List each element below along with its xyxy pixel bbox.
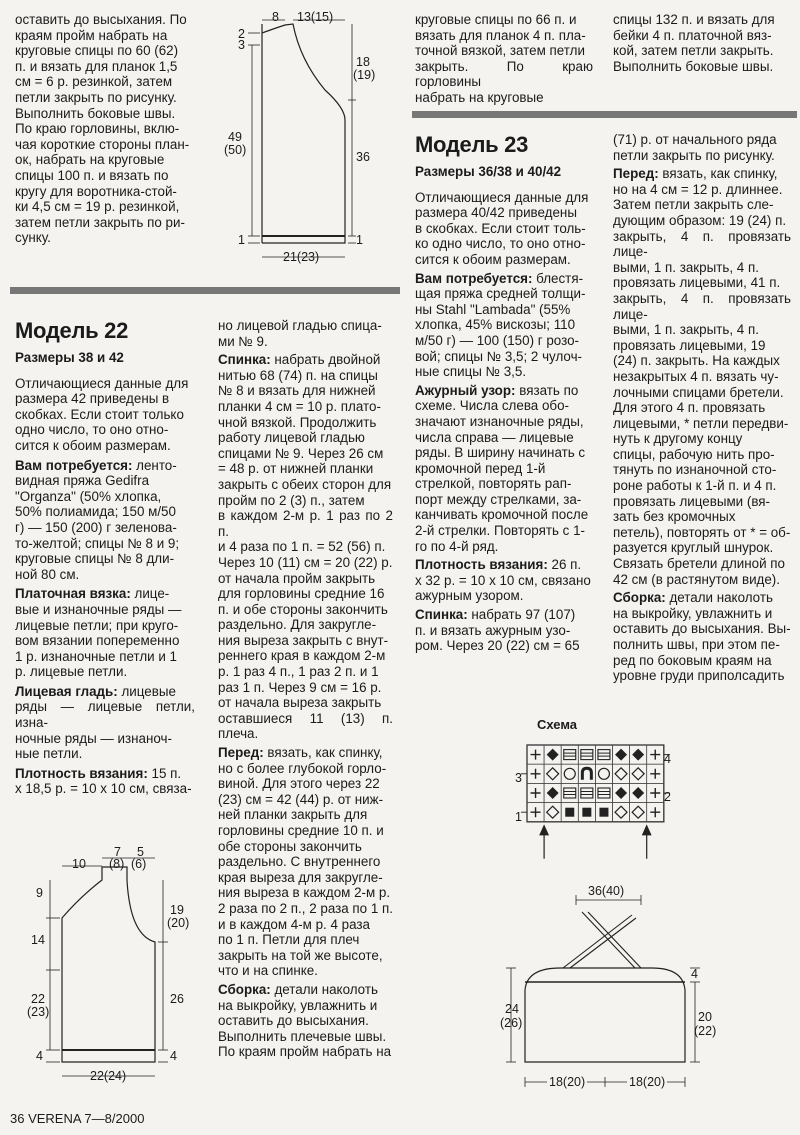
text-line: оставить до высыхания. По bbox=[15, 12, 187, 27]
assembly-paragraph: Сборка: детали наколоть на выкройку, увлажнить и оставить до высыхания. Вы- полнить швы, при этом пе- ред по боковым краям на уровне груди приполсадить bbox=[613, 590, 791, 684]
text-line: закрыть. По краю горловины bbox=[415, 58, 593, 90]
sizes-heading: Размеры 36/38 и 40/42 bbox=[415, 164, 562, 179]
text-line: спицы 100 п. и вязать по bbox=[15, 167, 169, 183]
dim-label: 20 bbox=[698, 1010, 712, 1024]
dim-label: 1 bbox=[238, 233, 245, 247]
dim-label: (22) bbox=[694, 1024, 717, 1038]
front-paragraph: Перед: вязать, как спинку, но на 4 см = 12 р. длиннее. Затем петли закрыть сле- дующим образом: 19 (24) п. закрыть, 4 п. провязать лице- выми, 1 п. закрыть, 4 п. провязать лицевыми, 41 п. закрыть, 4 п. провязать лице- выми, 1 п. закрыть, 4 п. провязать лицевыми, 19 (24) п. закрыть. На каждых незакрытых 4 п. вязать чу- лочными спицами бретели. Для этого 4 п. провязать лицевыми, * петли передви- нуть к другому концу спицы, рабочую нить про- тянуть по изнаночной сто- роне работы к 1-й п. и 4 п. провязать лицевыми (вя- зать без кромочных петель), повторять от * = об- разуется круглый шнурок. Связать бретели длиной по 42 см (в растянутом виде). bbox=[613, 166, 791, 587]
dim-label: 22 bbox=[31, 992, 45, 1006]
text-line: вязать для планок 4 п. пла- bbox=[415, 27, 586, 43]
garter-paragraph: Платочная вязка: лице- вые и изнаночные ряды — лицевые петли; при круго- вом вязании попеременно 1 р. изнаночные петли и 1 р. лицевые петли. bbox=[15, 586, 182, 680]
dim-label: (26) bbox=[500, 1016, 523, 1030]
dim-label: 5 bbox=[137, 845, 144, 859]
text-line: Выполнить боковые швы. bbox=[15, 105, 176, 121]
lace-heading: Ажурный узор: bbox=[415, 382, 516, 398]
stockinette-paragraph: Лицевая гладь: лицевые ряды — лицевые петли, изна- ночные ряды — изнаноч- ные петли. bbox=[15, 683, 195, 762]
page-footer: 36 VERENA 7—8/2000 bbox=[10, 1111, 145, 1126]
dim-label: 4 bbox=[691, 967, 698, 981]
stockinette-heading: Лицевая гладь: bbox=[15, 683, 118, 699]
schema-title: Схема bbox=[537, 717, 578, 732]
text-line: По краю горловины, вклю- bbox=[15, 121, 180, 137]
dim-label: 18 bbox=[356, 55, 370, 69]
dim-label: 13(15) bbox=[297, 10, 334, 24]
text-line: кругу для воротника-стой- bbox=[15, 183, 177, 199]
gauge-paragraph: Плотность вязания: 26 п. х 32 р. = 10 х 10 см, связано ажурным узором. bbox=[415, 557, 591, 604]
dim-label: 49 bbox=[228, 130, 242, 144]
dim-label: 2 bbox=[238, 27, 245, 41]
text-line: чая короткие стороны план- bbox=[15, 136, 190, 152]
materials-paragraph: Вам потребуется: ленто- видная пряжа Gedifra "Organza" (50% хлопка, 50% полиамида; 150 м/50 г) — 150 (200) г зеленова- то-желтой; спицы № 8 и 9; круговые спицы № 8 дли- ной 80 см. bbox=[15, 457, 180, 582]
assembly-heading: Сборка: bbox=[613, 590, 666, 606]
garter-heading: Платочная вязка: bbox=[15, 586, 131, 602]
materials-heading: Вам потребуется: bbox=[15, 457, 133, 473]
text-line: Выполнить боковые швы. bbox=[613, 58, 774, 74]
text-line: п. и вязать для планок 1,5 bbox=[15, 58, 178, 74]
dim-label: 26 bbox=[170, 992, 184, 1006]
text-line: сунку. bbox=[15, 230, 51, 246]
text-line: круговые спицы по 66 п. и bbox=[415, 12, 577, 27]
back-paragraph: Спинка: набрать двойной нитью 68 (74) п. на спицы № 8 и вязать для нижней планки 4 см = 10 р. плато- чной вязкой. Продолжить работу лицевой гладью спицами № 9. Через 26 см = 48 р. от нижней планки закрыть с обеих сторон для пройм по 2 (3) п., затем в каждом 2-м р. 1 раз по 2 п. и 4 раза по 1 п. = 52 (56) п. Через 10 (11) см = 20 (22) р. от начала пройм закрыть для горловины средние 16 п. и обе стороны закончить раздельно. Для закругле- ния выреза закрыть с внут- реннего края в каждом 2-м р. 1 раз 4 п., 1 раз 2 п. и 1 раз 1 п. Через 9 см = 16 р. от начала выреза закрыть оставшиеся 11 (13) п. плеча. bbox=[218, 352, 393, 742]
dim-label: (19) bbox=[353, 68, 376, 82]
dim-label: 36(40) bbox=[588, 884, 625, 898]
model-title: Модель 23 bbox=[415, 132, 529, 157]
dim-label: 7 bbox=[114, 845, 121, 859]
dim-label: 3 bbox=[238, 38, 245, 52]
text-line: точной вязкой, затем петли bbox=[415, 43, 585, 59]
gauge-heading: Плотность вязания: bbox=[15, 765, 148, 781]
assembly-paragraph: Сборка: детали наколоть на выкройку, увлажнить и оставить до высыхания. Выполнить плечевые швы. По краям пройм набрать на bbox=[218, 981, 392, 1060]
intro-paragraph: Отличающиеся данные для размера 40/42 приведены в скобках. Если стоит толь- ко одно число, то оно отно- сится к обоим размерам. bbox=[415, 189, 589, 267]
dim-label: (8) bbox=[109, 857, 125, 871]
dim-label: 1 bbox=[356, 233, 363, 247]
model22-column-2: но лицевой гладью спица- ми № 9. Спинка: набрать двойной нитью 68 (74) п. на спицы № 8 и вязать для нижней планки 4 см = 10 р. плато- чной вязкой. Продолжить работу лицевой гладью спицами № 9. Через 26 см = 48 р. от нижней планки закрыть с обеих сторон для пройм по 2 (3) п., затем в каждом 2-м р. 1 раз по 2 п. и 4 раза по 1 п. = 52 (56) п. Через 10 (11) см = 20 (22) р. от начала пройм закрыть для горловины средние 16 п. и обе стороны закончить раздельно. Для закругле- ния выреза закрыть с внут- реннего края в каждом 2-м р. 1 раз 4 п., 1 раз 2 п. и 1 раз 1 п. Через 9 см = 16 р. от начала выреза закрыть оставшиеся 11 (13) п. плеча. Перед: вязать, как спинку, но с более глубокой горло- виной. Для этого через 22 (23) см = 42 (44) р. от ниж- ней планки закрыть для горловины средние 10 п. и обе стороны закончить раздельно. С внутреннего края выреза для закругле- ния выреза в каждом 2-м р. 2 раза по 2 п., 2 раза по 1 п. и в каждом 4-м р. 4 раза по 1 п. Петли для плеч закрыть на той же высоте, что и на спинке. Сборка: детали наколоть на выкройку, увлажнить и оставить до высыхания. Выполнить плечевые швы. По краям пройм набрать на bbox=[218, 318, 393, 1060]
dim-label: 36 bbox=[356, 150, 370, 164]
text-line: затем петли закрыть по ри- bbox=[15, 214, 185, 230]
dim-label: 22(24) bbox=[90, 1069, 127, 1083]
text-line: краям пройм набрать на bbox=[15, 27, 168, 43]
dim-label: 4 bbox=[36, 1049, 43, 1063]
back-paragraph: Спинка: набрать 97 (107) п. и вязать ажурным узо- ром. Через 20 (22) см = 65 bbox=[415, 607, 580, 654]
dim-label: 4 bbox=[170, 1049, 177, 1063]
model-title: Модель 22 bbox=[15, 318, 129, 343]
text-line: бейки 4 п. платочной вяз- bbox=[613, 27, 772, 43]
dim-label: 8 bbox=[272, 10, 279, 24]
gauge-paragraph: Плотность вязания: 15 п. х 18,5 р. = 10 х 10 см, связа- bbox=[15, 765, 192, 797]
dim-label: 10 bbox=[72, 857, 86, 871]
front-heading: Перед: bbox=[218, 745, 264, 761]
lace-paragraph: Ажурный узор: вязать по схеме. Числа слева обо- значают изнаночные ряды, числа справа — лицевые ряды. В ширину начинать с кромочной перед 1-й стрелкой, повторять рап- порт между стрелками, за- канчивать кромочной после 2-й стрелки. Повторять с 1- го по 4-й ряд. bbox=[415, 382, 589, 554]
dim-label: 14 bbox=[31, 933, 45, 947]
text-line: круговые спицы по 60 (62) bbox=[15, 43, 179, 59]
assembly-heading: Сборка: bbox=[218, 981, 271, 997]
text-line: кой, затем петли закрыть. bbox=[613, 43, 774, 59]
back-heading: Спинка: bbox=[218, 352, 271, 368]
intro-paragraph: Отличающиеся данные для размера 42 приведены в скобках. Если стоит только одно число, то оно отно- сится к обоим размерам. bbox=[15, 375, 189, 453]
text-line: спицы 132 п. и вязать для bbox=[613, 12, 775, 27]
dim-label: 18(20) bbox=[629, 1075, 666, 1089]
front-heading: Перед: bbox=[613, 166, 659, 182]
materials-paragraph: Вам потребуется: блестя- щая пряжа средней толщи- ны Stahl "Lambada" (55% хлопка, 45% вискозы; 110 м/50 г) — 100 (150) г розо- вой; спицы № 3,5; 2 чулоч- ные спицы № 3,5. bbox=[415, 270, 586, 380]
model23-column-2: (71) р. от начального ряда петли закрыть по рисунку. Перед: вязать, как спинку, но на 4 см = 12 р. длиннее. Затем петли закрыть сле- дующим образом: 19 (24) п. закрыть, 4 п. провязать лице- выми, 1 п. закрыть, 4 п. провязать лицевыми, 41 п. закрыть, 4 п. провязать лице- выми, 1 п. закрыть, 4 п. провязать лицевыми, 19 (24) п. закрыть. На каждых незакрытых 4 п. вязать чу- лочными спицами бретели. Для этого 4 п. провязать лицевыми, * петли передви- нуть к другому концу спицы, рабочую нить про- тянуть по изнаночной сто- роне работы к 1-й п. и 4 п. провязать лицевыми (вя- зать без кромочных петель), повторять от * = об- разуется круглый шнурок. Связать бретели длиной по 42 см (в растянутом виде). Сборка: детали наколоть на выкройку, увлажнить и оставить до высыхания. Вы- полнить швы, при этом пе- ред по боковым краям на уровне груди приполсадить bbox=[613, 132, 791, 684]
materials-heading: Вам потребуется: bbox=[415, 270, 533, 286]
dim-label: 24 bbox=[505, 1002, 519, 1016]
dim-label: 9 bbox=[36, 886, 43, 900]
front-paragraph: Перед: вязать, как спинку, но с более глубокой горло- виной. Для этого через 22 (23) см = 42 (44) р. от ниж- ней планки закрыть для горловины средние 10 п. и обе стороны закончить раздельно. С внутреннего края выреза для закругле- ния выреза в каждом 2-м р. 2 раза по 2 п., 2 раза по 1 п. и в каждом 4-м р. 4 раза по 1 п. Петли для плеч закрыть на той же высоте, что и на спинке. bbox=[218, 745, 393, 979]
row-number: 3 bbox=[515, 771, 522, 785]
gauge-heading: Плотность вязания: bbox=[415, 557, 548, 573]
dim-label: (23) bbox=[27, 1005, 50, 1019]
text-line: петли закрыть по рисунку. bbox=[15, 89, 177, 105]
row-number: 2 bbox=[664, 790, 671, 804]
row-number: 4 bbox=[664, 752, 671, 766]
dim-label: (50) bbox=[224, 143, 247, 157]
sizes-heading: Размеры 38 и 42 bbox=[15, 350, 124, 365]
dim-label: (6) bbox=[131, 857, 147, 871]
row-number: 1 bbox=[515, 810, 522, 824]
back-heading: Спинка: bbox=[415, 607, 468, 623]
dim-label: 19 bbox=[170, 903, 184, 917]
text-line: ок, набрать на круговые bbox=[15, 152, 165, 168]
dim-label: 21(23) bbox=[283, 250, 320, 264]
text-line: ки 4,5 см = 19 р. резинкой, bbox=[15, 199, 180, 215]
dim-label: (20) bbox=[167, 916, 190, 930]
text-line: см = 6 р. резинкой, затем bbox=[15, 74, 173, 90]
text-line: набрать на круговые bbox=[415, 89, 544, 105]
dim-label: 18(20) bbox=[549, 1075, 586, 1089]
